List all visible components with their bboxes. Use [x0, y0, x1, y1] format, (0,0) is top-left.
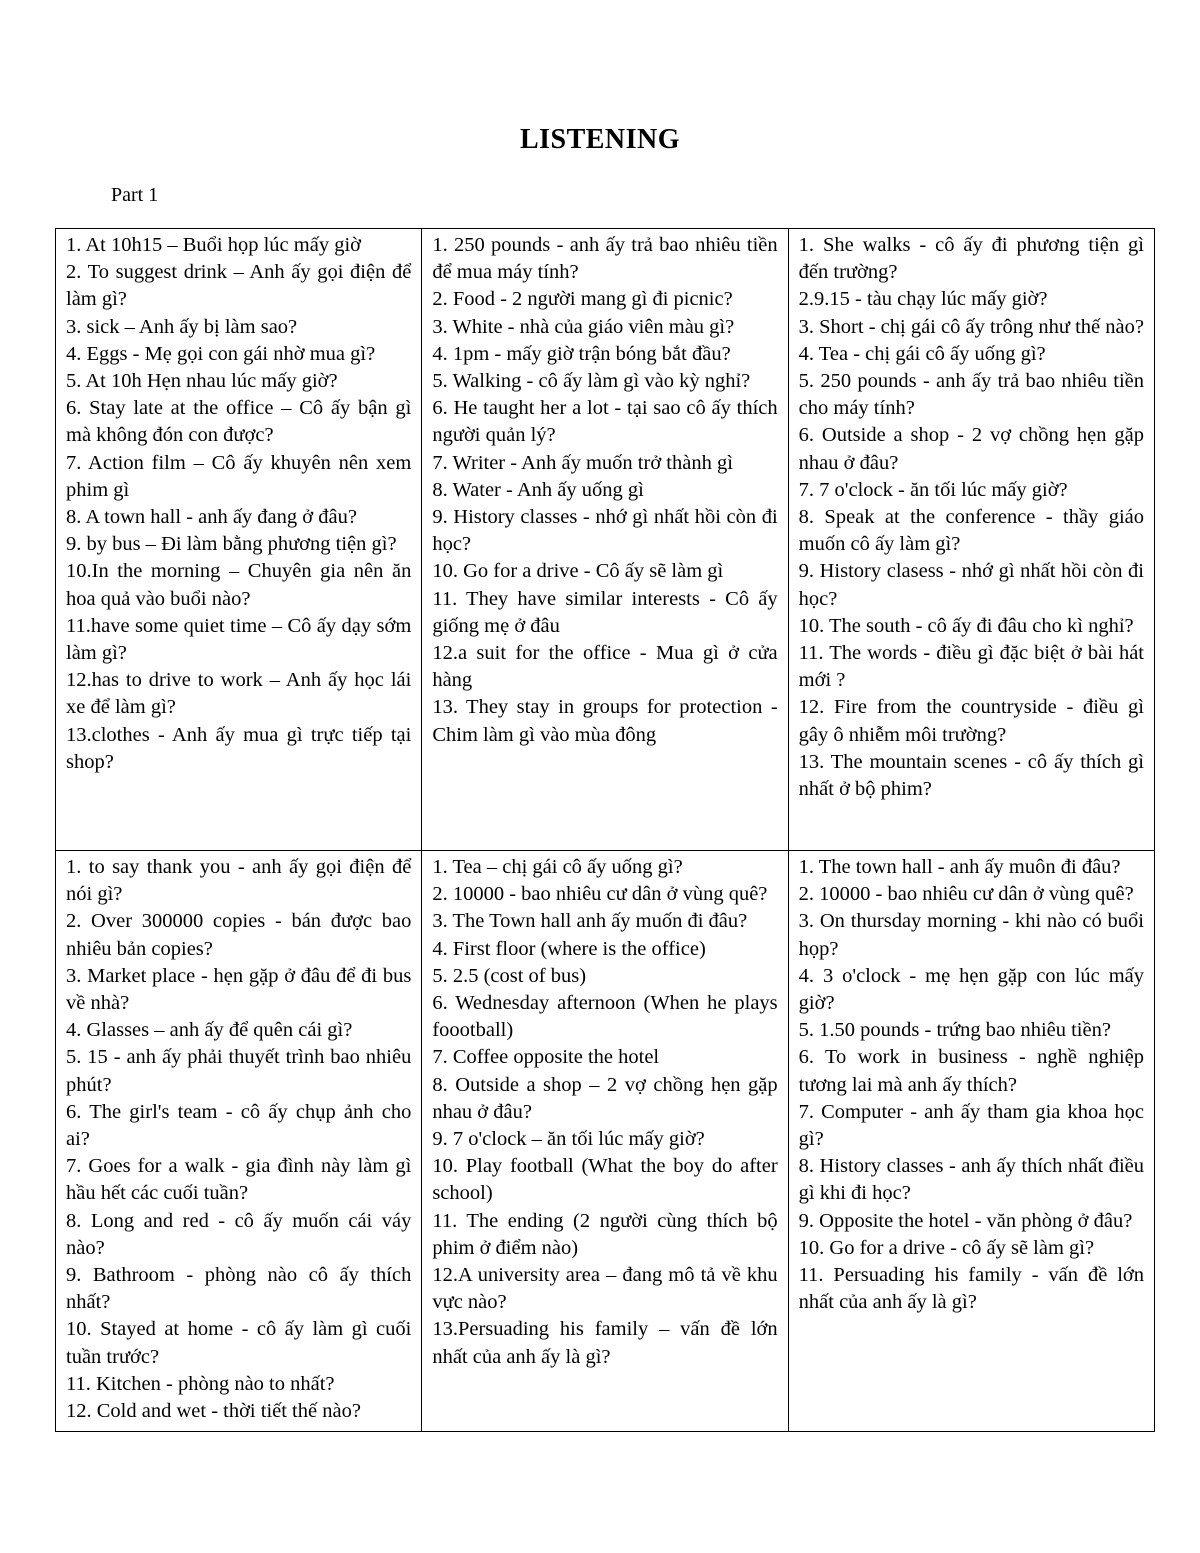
- list-item: 9. by bus – Đi làm bằng phương tiện gì?: [66, 533, 397, 556]
- list-item: 12. Fire from the countryside - điều gì gây ô nhiễm môi trường?: [798, 696, 1144, 746]
- list-item: 10. Play football (What the boy do after school): [432, 1155, 778, 1205]
- list-item: 2. 10000 - bao nhiêu cư dân ở vùng quê?: [432, 883, 768, 906]
- list-item: 13.Persuading his family – vấn đề lớn nhất của anh ấy là gì?: [432, 1318, 778, 1368]
- list-item: 8. Speak at the conference - thầy giáo muốn cô ấy làm gì?: [798, 506, 1144, 556]
- list-item: 10. Stayed at home - cô ấy làm gì cuối tuần trước?: [66, 1318, 412, 1368]
- list-item: 1. to say thank you - anh ấy gọi điện để nói gì?: [66, 856, 412, 906]
- list-item: 9. Opposite the hotel - văn phòng ở đâu?: [798, 1209, 1133, 1232]
- list-item: 3. On thursday morning - khi nào có buổi họp?: [798, 910, 1144, 960]
- list-item: 8. A town hall - anh ấy đang ở đâu?: [66, 506, 357, 529]
- list-item: 6. The girl's team - cô ấy chụp ảnh cho ai?: [66, 1100, 412, 1151]
- list-item: 1. Tea – chị gái cô ấy uống gì?: [432, 856, 683, 878]
- list-item: 10.In the morning – Chuyên gia nên ăn hoa quả vào buổi nào?: [66, 560, 412, 610]
- list-item: 9. 7 o'clock – ăn tối lúc mấy giờ?: [432, 1128, 705, 1151]
- list-item: 11. They have similar interests - Cô ấy giống mẹ ở đâu: [432, 587, 778, 637]
- list-item: 13.clothes - Anh ấy mua gì trực tiếp tại shop?: [66, 723, 412, 773]
- list-item: 2.9.15 - tàu chạy lúc mấy giờ?: [798, 288, 1048, 311]
- list-item: 4. 3 o'clock - mẹ hẹn gặp con lúc mấy giờ?: [798, 964, 1144, 1015]
- list-item: 8. Long and red - cô ấy muốn cái váy nào?: [66, 1209, 412, 1259]
- list-item: 10. The south - cô ấy đi đâu cho kì nghỉ?: [798, 614, 1134, 637]
- list-item: 2. Food - 2 người mang gì đi picnic?: [432, 288, 733, 311]
- list-item: 1. The town hall - anh ấy muôn đi đâu?: [798, 856, 1121, 878]
- list-item: 4. 1pm - mấy giờ trận bóng bắt đầu?: [432, 342, 731, 365]
- list-item: 5. At 10h Hẹn nhau lúc mấy giờ?: [66, 370, 338, 393]
- list-item: 10. Go for a drive - cô ấy sẽ làm gì?: [798, 1236, 1095, 1259]
- list-item: 6. He taught her a lot - tại sao cô ấy thích người quản lý?: [432, 397, 778, 447]
- list-item: 1. She walks - cô ấy đi phương tiện gì đến trường?: [798, 234, 1144, 284]
- list-item: 6. Outside a shop - 2 vợ chồng hẹn gặp nhau ở đâu?: [798, 424, 1144, 474]
- list-item: 12.A university area – đang mô tả về khu vực nào?: [432, 1264, 778, 1314]
- list-item: 2. To suggest drink – Anh ấy gọi điện để làm gì?: [66, 261, 412, 311]
- list-item: 2. Over 300000 copies - bán được bao nhiêu bản copies?: [66, 910, 412, 960]
- list-item: 7. Action film – Cô ấy khuyên nên xem phim gì: [66, 451, 412, 501]
- list-item: 3. The Town hall anh ấy muốn đi đâu?: [432, 910, 748, 933]
- list-item: 6. Wednesday afternoon (When he plays foootball): [432, 992, 778, 1042]
- list-item: 6. To work in business - nghề nghiệp tương lai mà anh ấy thích?: [798, 1046, 1144, 1096]
- list-item: 9. History clasess - nhớ gì nhất hồi còn đi học?: [798, 560, 1144, 610]
- table-cell: [56, 851, 422, 1432]
- list-item: 7. Writer - Anh ấy muốn trở thành gì: [432, 451, 733, 474]
- list-item: 12. Cold and wet - thời tiết thế nào?: [66, 1400, 361, 1423]
- list-item: 4. Tea - chị gái cô ấy uống gì?: [798, 342, 1046, 365]
- list-item: 7. Computer - anh ấy tham gia khoa học gì?: [798, 1100, 1144, 1151]
- page-title: LISTENING: [519, 124, 681, 155]
- list-item: 13. The mountain scenes - cô ấy thích gì nhất ở bộ phim?: [798, 750, 1144, 801]
- list-item: 13. They stay in groups for protection - Chim làm gì vào mùa đông: [432, 696, 778, 746]
- list-item: 3. Market place - hẹn gặp ở đâu để đi bus về nhà?: [66, 964, 412, 1015]
- list-item: 4. Eggs - Mẹ gọi con gái nhờ mua gì?: [66, 342, 376, 365]
- table-cell: [422, 851, 788, 1432]
- list-item: 1. At 10h15 – Buổi họp lúc mấy giờ: [66, 234, 361, 256]
- list-item: 5. 250 pounds - anh ấy trả bao nhiêu tiền cho máy tính?: [798, 370, 1144, 420]
- list-item: 12.a suit for the office - Mua gì ở cửa hàng: [432, 642, 778, 692]
- list-item: 2. 10000 - bao nhiêu cư dân ở vùng quê?: [798, 883, 1134, 906]
- answers-table: [55, 228, 1155, 1432]
- list-item: 3. White - nhà của giáo viên màu gì?: [432, 315, 735, 338]
- list-item: 11. Persuading his family - vấn đề lớn nhất của anh ấy là gì?: [798, 1264, 1144, 1314]
- list-item: 5. 1.50 pounds - trứng bao nhiêu tiền?: [798, 1019, 1111, 1042]
- list-item: 3. sick – Anh ấy bị làm sao?: [66, 315, 298, 338]
- table-cell: [56, 229, 422, 851]
- list-item: 3. Short - chị gái cô ấy trông như thế nào?: [798, 315, 1144, 338]
- list-item: 8. Outside a shop – 2 vợ chồng hẹn gặp nhau ở đâu?: [432, 1073, 778, 1123]
- table-cell: [788, 229, 1154, 851]
- list-item: 4. First floor (where is the office): [432, 937, 706, 960]
- list-item: 9. Bathroom - phòng nào cô ấy thích nhất?: [66, 1264, 412, 1314]
- list-item: 7. Goes for a walk - gia đình này làm gì hầu hết các cuối tuần?: [66, 1155, 412, 1205]
- list-item: 11. The words - điều gì đặc biệt ở bài hát mới ?: [798, 642, 1144, 692]
- table-row: [56, 229, 1155, 851]
- list-item: 5. Walking - cô ấy làm gì vào kỳ nghỉ?: [432, 370, 751, 393]
- list-item: 10. Go for a drive - Cô ấy sẽ làm gì: [432, 560, 724, 583]
- list-item: 11.have some quiet time – Cô ấy dạy sớm làm gì?: [66, 614, 412, 665]
- table-row: [56, 851, 1155, 1432]
- list-item: 4. Glasses – anh ấy để quên cái gì?: [66, 1019, 353, 1042]
- list-item: 11. The ending (2 người cùng thích bộ phim ở điểm nào): [432, 1209, 778, 1259]
- list-item: 5. 2.5 (cost of bus): [432, 964, 587, 987]
- list-item: 7. 7 o'clock - ăn tối lúc mấy giờ?: [798, 478, 1068, 501]
- part-label: Part 1: [111, 184, 159, 206]
- list-item: 8. History classes - anh ấy thích nhất điều gì khi đi học?: [798, 1155, 1144, 1205]
- list-item: 1. 250 pounds - anh ấy trả bao nhiêu tiền để mua máy tính?: [432, 234, 778, 284]
- answers-table-body: [56, 229, 1155, 1432]
- list-item: 8. Water - Anh ấy uống gì: [432, 478, 644, 501]
- list-item: 9. History classes - nhớ gì nhất hồi còn đi học?: [432, 506, 778, 556]
- list-item: 7. Coffee opposite the hotel: [432, 1046, 660, 1069]
- list-item: 11. Kitchen - phòng nào to nhất?: [66, 1372, 335, 1395]
- table-cell: [788, 851, 1154, 1432]
- list-item: 12.has to drive to work – Anh ấy học lái xe để làm gì?: [66, 669, 412, 719]
- table-cell: [422, 229, 788, 851]
- list-item: 5. 15 - anh ấy phải thuyết trình bao nhiêu phút?: [66, 1046, 412, 1096]
- list-item: 6. Stay late at the office – Cô ấy bận gì mà không đón con được?: [66, 397, 412, 447]
